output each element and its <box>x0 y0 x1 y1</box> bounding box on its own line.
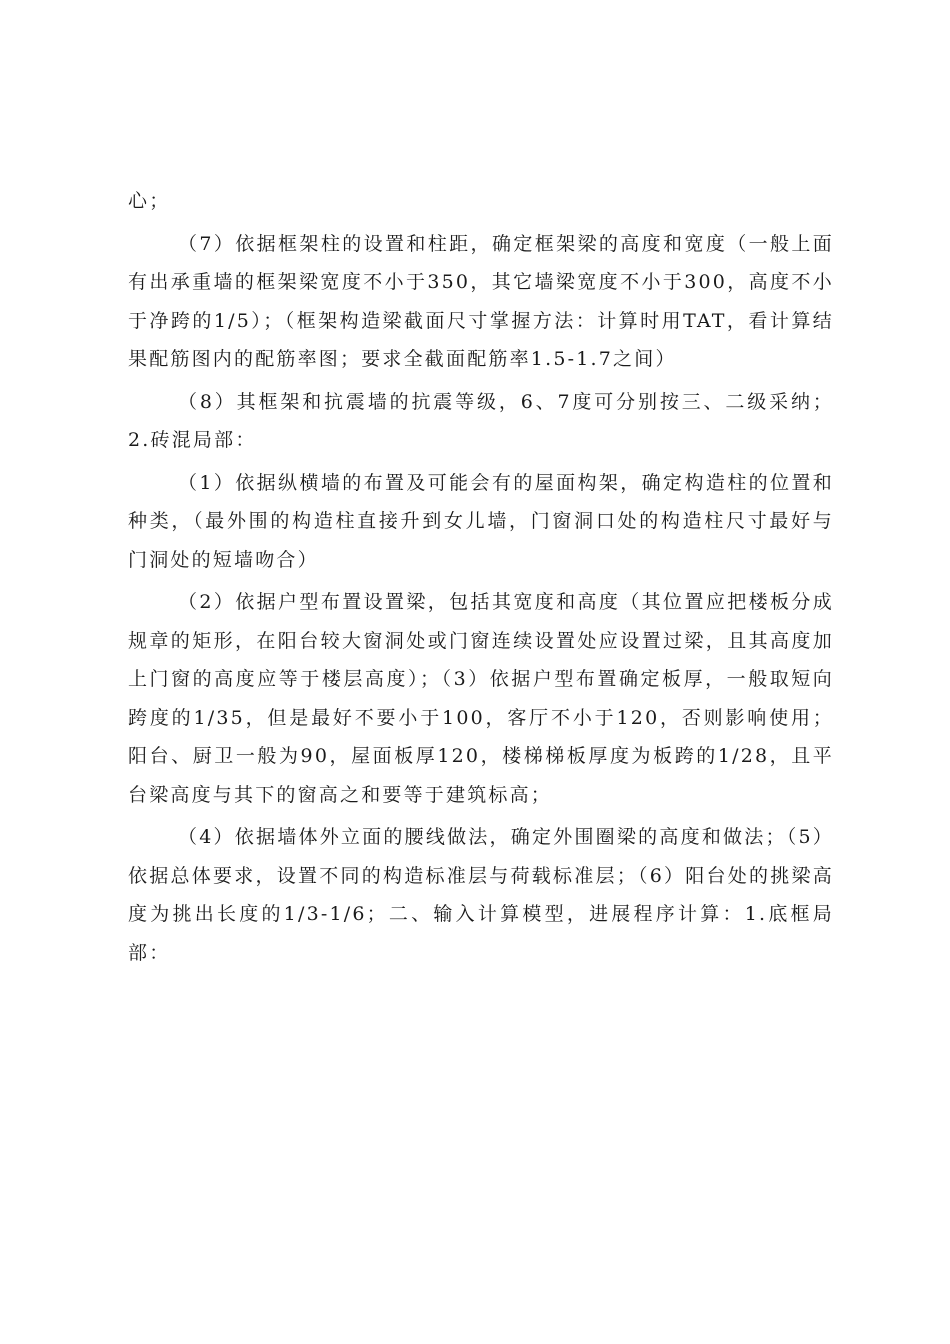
paragraph-frame-beam: （7）依据框架柱的设置和柱距，确定框架梁的高度和宽度（一般上面有出承重墙的框架梁宽度不小于350，其它墙梁宽度不小于300，高度不小于净跨的1/5）；（框架构造梁截面尺寸掌握方法：计算时用TAT，看计算结果配筋图内的配筋率图；要求全截面配筋率1.5-1.7之间） <box>128 232 834 370</box>
paragraph-continuation: 心； <box>128 190 171 212</box>
paragraph-ring-beam: （4）依据墙体外立面的腰线做法，确定外围圈梁的高度和做法；（5）依据总体要求，设置不同的构造标准层与荷载标准层；（6）阳台处的挑梁高度为挑出长度的1/3-1/6；二、输入计算模型，进展程序计算：1.底框局部： <box>128 826 834 964</box>
document-body <box>128 182 834 976</box>
paragraph-beam-slab: （2）依据户型布置设置梁，包括其宽度和高度（其位置应把楼板分成规章的矩形，在阳台较大窗洞处或门窗连续设置处应设置过梁，且其高度加上门窗的高度应等于楼层高度）；（3）依据户型布置确定板厚，一般取短向跨度的1/35，但是最好不要小于100，客厅不小于120，否则影响使用；阳台、厨卫一般为90，屋面板厚120，楼梯梯板厚度为板跨的1/28，且平台梁高度与其下的窗高之和要等于建筑标高； <box>128 591 834 806</box>
paragraph-structural-column: （1）依据纵横墙的布置及可能会有的屋面构架，确定构造柱的位置和种类，（最外围的构造柱直接升到女儿墙，门窗洞口处的构造柱尺寸最好与门洞处的短墙吻合） <box>128 471 834 571</box>
paragraph-seismic-grade: （8）其框架和抗震墙的抗震等级，6、7度可分别按三、二级采纳；2.砖混局部： <box>128 390 834 451</box>
